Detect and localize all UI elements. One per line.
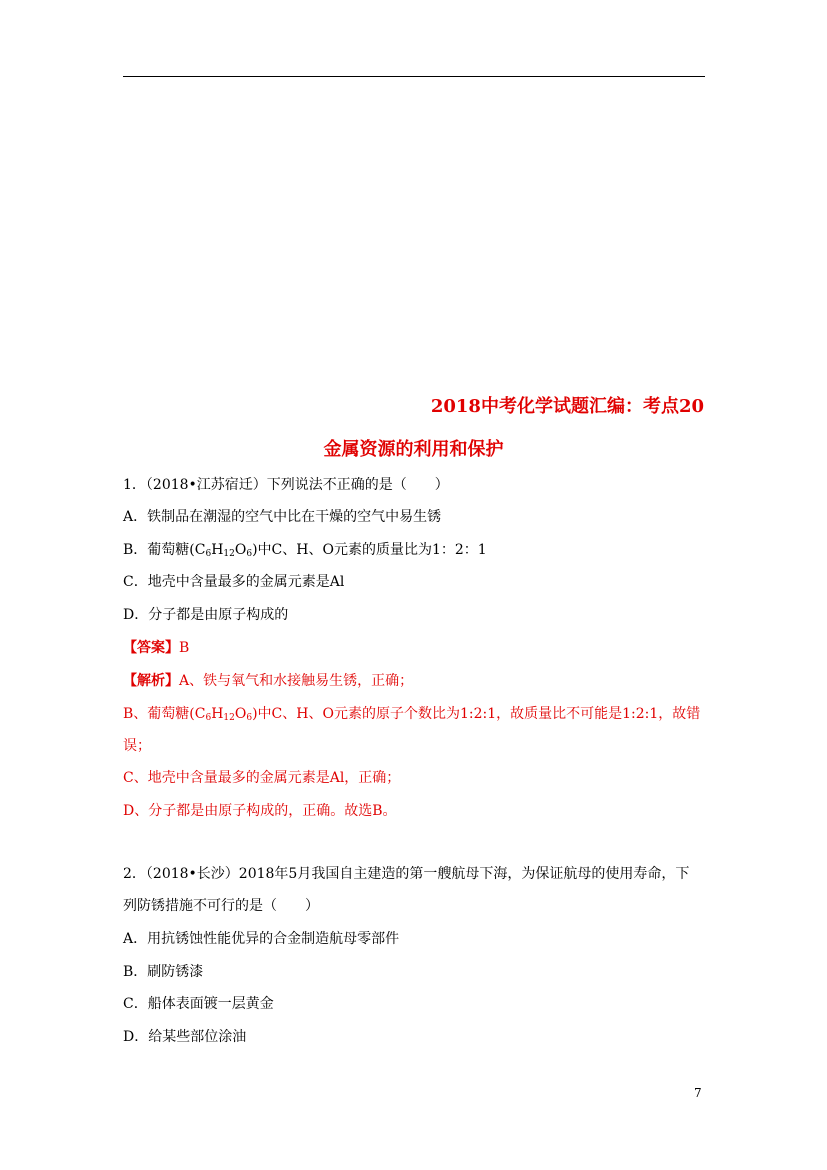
q2-option-c: C．船体表面镀一层黄金 xyxy=(123,996,274,1012)
q1-option-b: B．葡萄糖$(C_6H_{12}O_6)$中C、H、O元素的质量比为1：2：1 xyxy=(123,542,487,559)
q1-answer: 【答案】B xyxy=(123,640,190,656)
q1-analysis-b-cont: 误； xyxy=(123,738,151,754)
document-subtitle: 金属资源的利用和保护 xyxy=(323,439,504,460)
q1-option-c: C．地壳中含量最多的金属元素是Al xyxy=(123,574,345,590)
q1-analysis-d: D、分子都是由原子构成的，正确。故选B。 xyxy=(123,803,397,819)
q2-stem-line2: 列防锈措施不可行的是（ ） xyxy=(123,898,319,914)
q1-analysis-a: 【解析】A、铁与氧气和水接触易生锈，正确； xyxy=(123,673,414,689)
document-title: 2018中考化学试题汇编：考点20 xyxy=(430,396,704,417)
q1-option-a: A．铁制品在潮湿的空气中比在干燥的空气中易生锈 xyxy=(123,509,442,525)
q2-option-a: A．用抗锈蚀性能优异的合金制造航母零部件 xyxy=(123,931,400,947)
header-rule xyxy=(123,76,705,77)
q1-option-d: D．分子都是由原子构成的 xyxy=(123,607,289,623)
q2-option-b: B．刷防锈漆 xyxy=(123,964,204,980)
q2-stem-line1: 2．（2018•长沙）2018年5月我国自主建造的第一艘航母下海，为保证航母的使用寿命，下 xyxy=(123,866,690,882)
q1-stem: 1．（2018•江苏宿迁）下列说法不正确的是（ ） xyxy=(123,477,449,493)
q2-option-d: D．给某些部位涂油 xyxy=(123,1029,247,1045)
q1-analysis-b: B、葡萄糖$(C_6H_{12}O_6)$中C、H、O元素的原子个数比为1:2:1，故质量比不可能是1:2:1，故错 xyxy=(123,706,701,723)
page-number: 7 xyxy=(694,1086,702,1100)
q1-analysis-c: C、地壳中含量最多的金属元素是Al，正确； xyxy=(123,770,401,786)
